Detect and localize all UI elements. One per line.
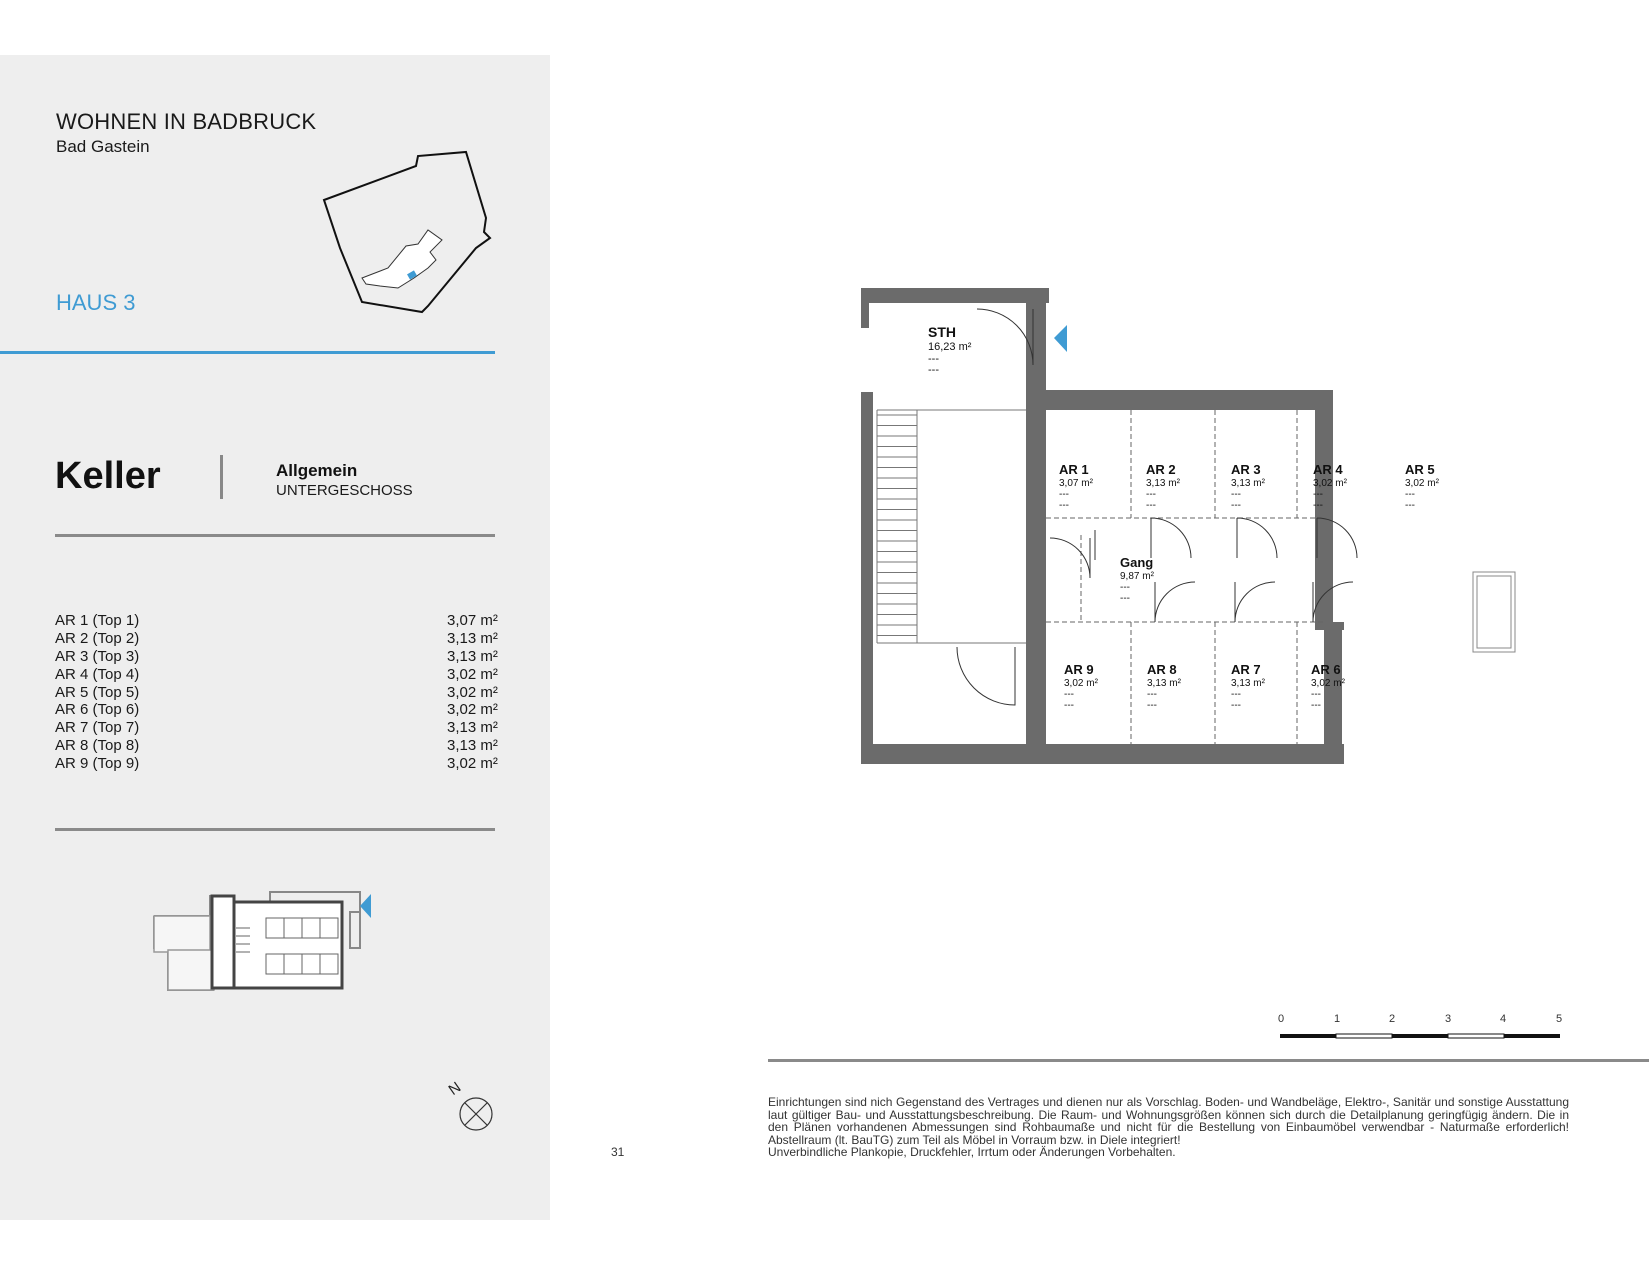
entry-marker: [1054, 325, 1067, 352]
north-label: N: [445, 1078, 465, 1099]
room-area-gang: 9,87 m²: [1120, 571, 1154, 582]
project-title: WOHNEN IN BADBRUCK: [56, 109, 317, 134]
room-label-ar7: AR 7: [1231, 662, 1261, 677]
key-plan: [150, 888, 380, 993]
room-label-ar5: AR 5: [1405, 462, 1435, 477]
section-divider: [55, 828, 495, 831]
area-list: [55, 612, 505, 773]
list-item: [55, 737, 505, 755]
room-dash: ---: [1313, 489, 1323, 500]
room-area-ar4: 3,02 m²: [1313, 478, 1347, 489]
room-area-ar5: 3,02 m²: [1405, 478, 1439, 489]
key-plan-wing: [154, 916, 210, 952]
room-dash: ---: [1064, 700, 1074, 711]
room-label-gang: Gang: [1120, 555, 1154, 570]
room-dash: ---: [928, 353, 939, 365]
list-item: [55, 630, 505, 648]
section-divider: [55, 534, 495, 537]
room-dash: ---: [1146, 500, 1156, 511]
scale-label: 3: [1445, 1013, 1452, 1025]
room-area-ar8: 3,13 m²: [1147, 678, 1181, 689]
room-area-ar7: 3,13 m²: [1231, 678, 1265, 689]
scale-labels: [1278, 1013, 1562, 1025]
room-label-ar3: AR 3: [1231, 462, 1261, 477]
room-area: 3,13 m²: [447, 737, 498, 755]
plan-wall: [1315, 622, 1344, 630]
room-dash: ---: [1231, 500, 1241, 511]
room-area: 3,02 m²: [447, 683, 498, 701]
room-label-ar2: AR 2: [1146, 462, 1176, 477]
disclaimer-body: Einrichtungen sind nich Gegenstand des Vertrages und dienen nur als Vorschlag. Boden- und Wandbeläge, Elektro-, Sanitär und sonstige Ausstattung laut gültiger Bau- und Ausstattungsbeschreibung. Die Raum- und Wohnungsgrößen können sich durch die Detailplanung geringfügig ändern. Die in den Plänen vorhandenen Abmessungen sind Rohbaumaße und nicht für die Bestellung von Einbaumöbel verwendbar - Naturmaße erforderlich! Abstellraum (lt. BauTG) zum Teil als Möbel in Vorraum bzw. in Diele integriert!: [768, 1095, 1569, 1147]
room-area: 3,02 m²: [447, 701, 498, 719]
floor-level: UNTERGESCHOSS: [276, 482, 413, 499]
site-building: [362, 230, 442, 288]
room-area: 3,02 m²: [447, 755, 498, 773]
room-dash: ---: [1311, 689, 1321, 700]
room-area: 3,13 m²: [447, 629, 498, 647]
list-item: [55, 666, 505, 684]
room-label-sth: STH: [928, 324, 956, 340]
list-item: [55, 612, 505, 630]
room-name: AR 8 (Top 8): [55, 737, 140, 755]
list-item: [55, 755, 505, 773]
key-plan-highlight: [232, 902, 342, 988]
list-item: [55, 684, 505, 702]
room-dash: ---: [1405, 500, 1415, 511]
room-dash: ---: [1405, 489, 1415, 500]
room-area: 3,07 m²: [447, 612, 498, 629]
storage-floor: [1046, 410, 1315, 744]
room-area: 3,13 m²: [447, 719, 498, 737]
room-dash: ---: [1147, 689, 1157, 700]
site-plan-map: [318, 148, 498, 318]
room-label-ar9: AR 9: [1064, 662, 1094, 677]
scale-label: 4: [1500, 1013, 1507, 1025]
scale-label: 5: [1556, 1013, 1563, 1025]
list-item: [55, 719, 505, 737]
room-dash: ---: [1059, 500, 1069, 511]
north-arrow: [440, 1078, 500, 1134]
room-dash: ---: [1231, 689, 1241, 700]
key-plan-highlight: [212, 896, 234, 988]
room-name: AR 3 (Top 3): [55, 647, 140, 665]
list-item: [55, 701, 505, 719]
scale-label: 0: [1278, 1013, 1285, 1025]
room-area-ar9: 3,02 m²: [1064, 678, 1098, 689]
scale-segments: [1280, 1034, 1560, 1038]
disclaimer-text: [768, 1096, 1569, 1159]
page-number: 31: [611, 1145, 625, 1159]
room-label-ar4: AR 4: [1313, 462, 1343, 477]
footer-divider: [768, 1059, 1649, 1062]
floor-plan: [855, 280, 1525, 770]
room-name: AR 9 (Top 9): [55, 755, 140, 773]
room-label-ar8: AR 8: [1147, 662, 1177, 677]
room-dash: ---: [1313, 500, 1323, 511]
room-name: AR 5 (Top 5): [55, 683, 140, 701]
floor-title: Keller: [55, 455, 161, 497]
room-label-ar6: AR 6: [1311, 662, 1341, 677]
room-dash: ---: [1064, 689, 1074, 700]
room-area: 3,02 m²: [447, 665, 498, 683]
room-area-ar1: 3,07 m²: [1059, 478, 1093, 489]
room-dash: ---: [1231, 489, 1241, 500]
room-dash: ---: [928, 364, 939, 376]
scale-label: 1: [1334, 1013, 1341, 1025]
staircase: [877, 410, 1026, 643]
key-plan-entry-marker: [360, 894, 371, 918]
room-dash: ---: [1311, 700, 1321, 711]
room-name: AR 7 (Top 7): [55, 719, 140, 737]
scale-label: 2: [1389, 1013, 1396, 1025]
room-area-ar6: 3,02 m²: [1311, 678, 1345, 689]
house-label: HAUS 3: [56, 290, 136, 315]
room-dash: ---: [1120, 582, 1130, 593]
floor-category: Allgemein: [276, 461, 358, 480]
room-dash: ---: [1120, 593, 1130, 604]
room-area-sth: 16,23 m²: [928, 341, 972, 353]
title-separator: [220, 455, 223, 499]
room-name: AR 6 (Top 6): [55, 701, 140, 719]
key-plan-wing: [168, 950, 214, 990]
room-dash: ---: [1059, 489, 1069, 500]
room-area: 3,13 m²: [447, 647, 498, 665]
room-dash: ---: [1146, 489, 1156, 500]
site-boundary: [324, 152, 490, 312]
room-name: AR 2 (Top 2): [55, 629, 140, 647]
room-dash: ---: [1147, 700, 1157, 711]
room-area-ar3: 3,13 m²: [1231, 478, 1265, 489]
scale-bar: [1272, 1010, 1572, 1050]
accent-divider: [0, 351, 495, 354]
project-location: Bad Gastein: [56, 137, 150, 156]
room-name: AR 4 (Top 4): [55, 665, 140, 683]
disclaimer-last: Unverbindliche Plankopie, Druckfehler, Irrtum oder Änderungen Vorbehalten.: [768, 1145, 1176, 1160]
exterior-box: [1473, 572, 1515, 652]
room-name: AR 1 (Top 1): [55, 612, 140, 629]
room-dash: ---: [1231, 700, 1241, 711]
room-label-ar1: AR 1: [1059, 462, 1089, 477]
room-area-ar2: 3,13 m²: [1146, 478, 1180, 489]
list-item: [55, 648, 505, 666]
